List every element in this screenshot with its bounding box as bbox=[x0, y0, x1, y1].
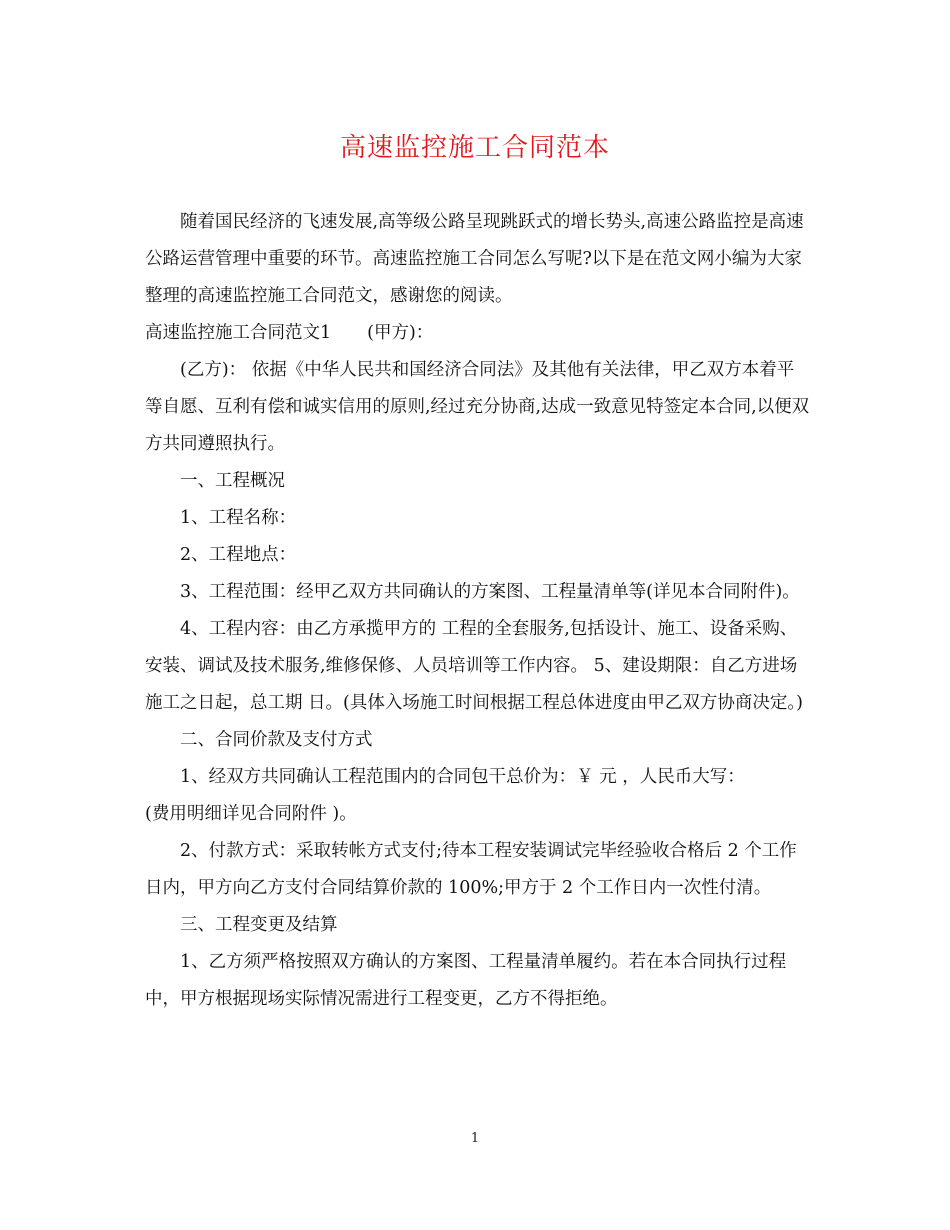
section-heading-change: 三、工程变更及结算 bbox=[180, 915, 338, 935]
sample-heading-row bbox=[145, 315, 810, 352]
contract-price-line: 1、经双方共同确认工程范围内的合同包干总价为：￥ 元 ，人民币大写： bbox=[180, 767, 745, 787]
party-a-label: (甲方)： bbox=[367, 323, 434, 343]
project-content-paragraph: 4、工程内容：由乙方承揽甲方的 工程的全套服务,包括设计、施工、设备采购、安装、调试及技术服务,维修保修、人员培训等工作内容。 5、建设期限：自乙方进场施工之日起，总工期 日。(具体入场施工时间根据工程总体进度由甲乙双方协商决定。) bbox=[145, 619, 803, 713]
section-heading-overview: 一、工程概况 bbox=[180, 471, 285, 491]
sample-heading: 高速监控施工合同范文1 bbox=[145, 323, 332, 343]
project-name-line: 1、工程名称： bbox=[180, 508, 297, 528]
intro-paragraph: 随着国民经济的飞速发展,高等级公路呈现跳跃式的增长势头,高速公路监控是高速公路运营管理中重要的环节。高速监控施工合同怎么写呢?以下是在范文网小编为大家整理的高速监控施工合同范文，感谢您的阅读。 bbox=[145, 212, 804, 306]
payment-method-paragraph: 2、付款方式：采取转帐方式支付;待本工程安装调试完毕经验收合格后 2 个工作日内，甲方向乙方支付合同结算价款的 100%;甲方于 2 个工作日内一次性付清。 bbox=[145, 841, 797, 898]
section-heading-price: 二、合同价款及支付方式 bbox=[180, 730, 373, 750]
document-title: 高速监控施工合同范本 bbox=[339, 133, 610, 163]
price-detail-line: (费用明细详见合同附件 )。 bbox=[145, 804, 357, 824]
project-scope-paragraph: 3、工程范围：经甲乙双方共同确认的方案图、工程量清单等(详见本合同附件)。 bbox=[180, 582, 800, 602]
project-location-line: 2、工程地点： bbox=[180, 545, 297, 565]
page-number: 1 bbox=[470, 1131, 480, 1146]
party-b-paragraph: (乙方)： 依据《中华人民共和国经济合同法》及其他有关法律，甲乙双方本着平等自愿、互利有偿和诚实信用的原则,经过充分协商,达成一致意见特签定本合同,以便双方共同遵照执行。 bbox=[145, 360, 810, 454]
document-body bbox=[145, 204, 810, 1018]
change-clause-paragraph: 1、乙方须严格按照双方确认的方案图、工程量清单履约。若在本合同执行过程中，甲方根据现场实际情况需进行工程变更，乙方不得拒绝。 bbox=[145, 952, 787, 1009]
